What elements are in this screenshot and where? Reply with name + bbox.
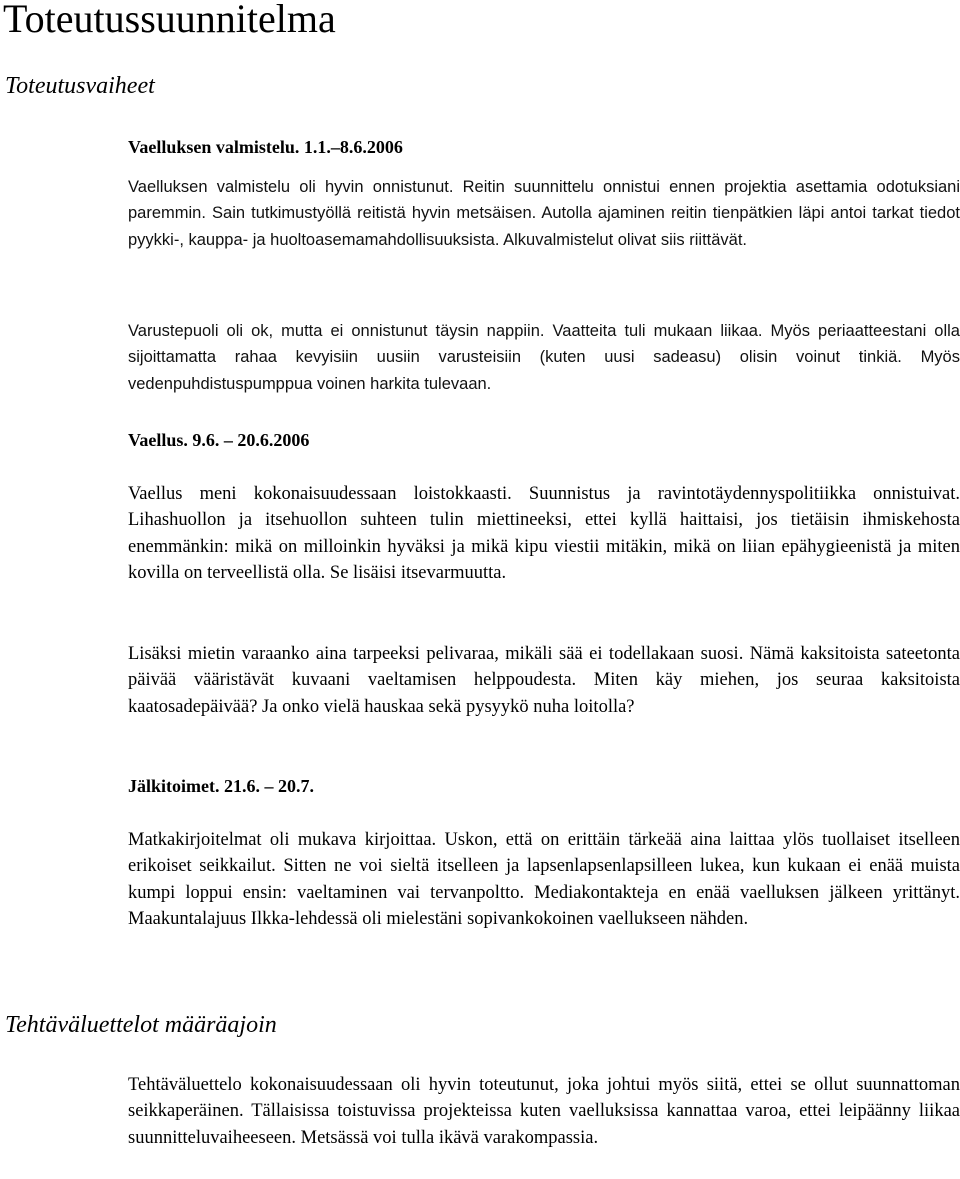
section-heading-tehtavaluettelo: Tehtäväluettelot määräajoin xyxy=(5,1012,277,1038)
document-title: Toteutussuunnitelma xyxy=(3,0,336,41)
paragraph-valmistelu-1: Vaelluksen valmistelu oli hyvin onnistunut. Reitin suunnittelu onnistui ennen projektia asettamia odotuksiani paremmin. Sain tutkimustyöllä reitistä hyvin metsäisen. Autolla ajaminen reitin tienpätkien läpi antoi tarkat tiedot pyykki-, kauppa- ja huoltoasemamahdollisuuksista. Alkuvalmistelut olivat siis riittävät. xyxy=(128,178,960,249)
section-heading-toteutusvaiheet: Toteutusvaiheet xyxy=(5,73,155,99)
subheading-vaellus: Vaellus. 9.6. – 20.6.2006 xyxy=(128,430,310,450)
paragraph-vaellus-1: Vaellus meni kokonaisuudessaan loistokkaasti. Suunnistus ja ravintotäydennyspolitiikka onnistuivat. Lihashuollon ja itsehuollon suhteen tulin miettineeksi, ettei kyllä haittaisi, jos tietäisin ihmiskehosta enemmänkin: mikä on milloinkin hyväksi ja mikä kipu viestii mitäkin, mikä on liian epähygieenistä ja miten kovilla on terveellistä olla. Se lisäisi itsevarmuutta. xyxy=(128,484,960,584)
paragraph-vaellus-2: Lisäksi mietin varaanko aina tarpeeksi pelivaraa, mikäli sää ei todellakaan suosi. Nämä kaksitoista sateetonta päivää vääristävät kuvaani vaeltamisen helppoudesta. Miten käy miehen, jos seuraa kaksitoista kaatosadepäivää? Ja onko vielä hauskaa sekä pysyykö nuha loitolla? xyxy=(128,644,960,717)
paragraph-valmistelu-2: Varustepuoli oli ok, mutta ei onnistunut täysin nappiin. Vaatteita tuli mukaan liikaa. Myös periaatteestani olla sijoittamatta rahaa kevyisiin uusiin varusteisiin (kuten uusi sadeasu) olisin voinut tinkiä. Myös vedenpuhdistuspumppua voinen harkita tulevaan. xyxy=(128,322,960,393)
paragraph-jalkitoimet-1: Matkakirjoitelmat oli mukava kirjoittaa. Uskon, että on erittäin tärkeää aina laittaa ylös tuollaiset itselleen erikoiset seikkailut. Sitten ne voi sieltä itselleen ja lapsenlapsenlapsilleen lukea, kun kukaan ei enää muista kumpi loppui ensin: vaeltaminen vai tervanpoltto. Mediakontakteja en enää vaelluksen jälkeen yrittänyt. Maakuntalajuus Ilkka-lehdessä oli mielestäni sopivankokoinen vaellukseen nähden. xyxy=(128,830,960,930)
paragraph-tehtavaluettelo-1: Tehtäväluettelo kokonaisuudessaan oli hyvin toteutunut, joka johtui myös siitä, ettei se ollut suunnattoman seikkaperäinen. Tällaisissa toistuvissa projekteissa kuten vaelluksissa kannattaa varoa, ettei leipäänny liikaa suunnitteluvaiheeseen. Metsässä voi tulla ikävä varakompassia. xyxy=(128,1075,960,1148)
subheading-valmistelu: Vaelluksen valmistelu. 1.1.–8.6.2006 xyxy=(128,137,403,157)
subheading-jalkitoimet: Jälkitoimet. 21.6. – 20.7. xyxy=(128,776,314,796)
